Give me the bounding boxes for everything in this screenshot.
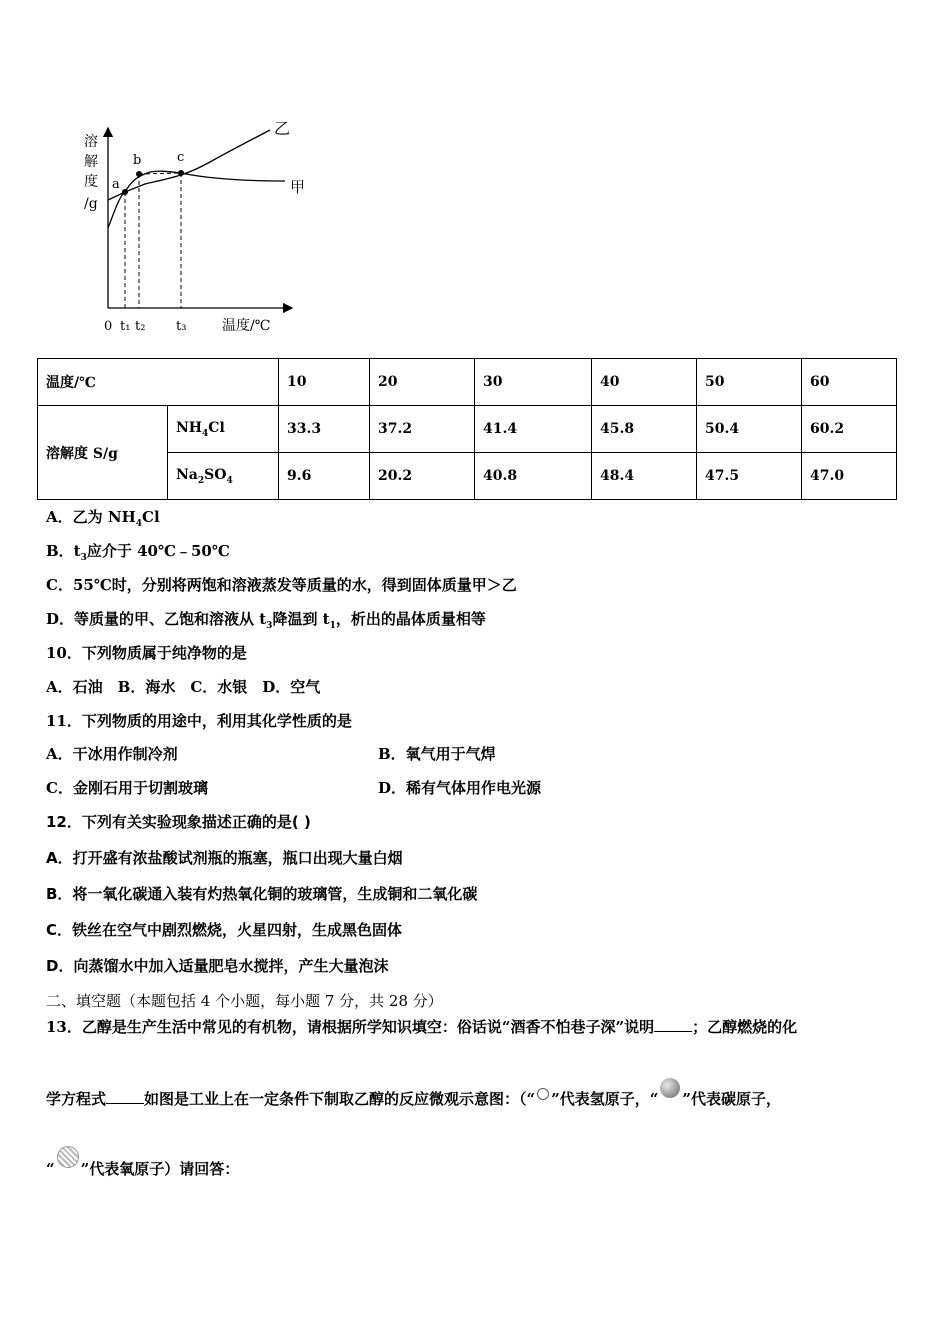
x-tick-t1: t₁ <box>120 319 131 334</box>
temp-cell: 50 <box>697 359 802 406</box>
value-cell: 48.4 <box>592 453 697 500</box>
y-label-char-1: 溶 <box>84 134 98 150</box>
q12-stem: 12．下列有关实验现象描述正确的是( ) <box>46 813 311 831</box>
q11-option-a: A．干冰用作制冷剂 <box>46 745 178 763</box>
section-title-fill-in: 二、填空题（本题包括 4 个小题，每小题 7 分，共 28 分） <box>46 992 443 1010</box>
temp-cell: 20 <box>370 359 475 406</box>
q11-stem: 11．下列物质的用途中，利用其化学性质的是 <box>46 712 352 730</box>
origin-label: 0 <box>104 319 113 334</box>
point-label-c: c <box>177 150 185 165</box>
temp-cell: 30 <box>475 359 592 406</box>
q10-stem: 10．下列物质属于纯净物的是 <box>46 644 247 662</box>
oxygen-atom-icon <box>57 1146 79 1168</box>
substance-na2so4: $Na_2SO_4$ <box>168 453 279 500</box>
q13-line-2: 学方程式 如图是工业上在一定条件下制取乙醇的反应微观示意图：（“ ”代表氢原子，“ ”代表碳原子， <box>46 1078 781 1109</box>
series-label-jia: 甲 <box>290 178 306 196</box>
x-tick-t2: t₂ <box>135 319 146 334</box>
y-label-char-2: 解 <box>84 154 98 170</box>
point-a <box>122 189 128 195</box>
value-cell: 40.8 <box>475 453 592 500</box>
q9-option-c: C．55℃时，分别将两饱和溶液蒸发等质量的水，得到固体质量甲＞乙 <box>46 576 517 594</box>
point-c <box>178 170 184 176</box>
q12-option-c: C．铁丝在空气中剧烈燃烧，火星四射，生成黑色固体 <box>46 921 403 939</box>
answer-blank-1[interactable] <box>654 1019 692 1032</box>
q10-options: A．石油 B．海水 C．水银 D．空气 <box>46 678 321 696</box>
solubility-chart <box>70 110 330 340</box>
q13-line-3: “ ”代表氧原子）请回答： <box>46 1146 239 1179</box>
q9-option-a: A．乙为 $NH_4Cl$ <box>46 508 160 529</box>
series-label-yi: 乙 <box>274 119 291 138</box>
hydrogen-atom-icon <box>537 1088 549 1100</box>
answer-blank-2[interactable] <box>106 1091 144 1104</box>
value-cell: 41.4 <box>475 406 592 453</box>
value-cell: 60.2 <box>802 406 897 453</box>
y-label-char-4: /g <box>84 196 98 212</box>
point-b <box>136 171 142 177</box>
q9-option-b: B．$t_3$应介于 40℃﹣50℃ <box>46 542 230 563</box>
point-label-a: a <box>112 177 120 192</box>
table-header-label: 温度/℃ <box>38 359 279 406</box>
q12-option-b: B．将一氧化碳通入装有灼热氧化铜的玻璃管，生成铜和二氧化碳 <box>46 885 478 903</box>
q11-option-c: C．金刚石用于切割玻璃 <box>46 779 208 797</box>
temp-cell: 40 <box>592 359 697 406</box>
solubility-table <box>37 358 897 500</box>
x-axis-label: 温度/℃ <box>222 318 271 334</box>
q13-line-1: 13．乙醇是生产生活中常见的有机物，请根据所学知识填空：俗话说“酒香不怕巷子深”说明 ；乙醇燃烧的化 <box>46 1018 798 1036</box>
value-cell: 45.8 <box>592 406 697 453</box>
value-cell: 9.6 <box>279 453 370 500</box>
carbon-atom-icon <box>660 1078 680 1098</box>
substance-nh4cl: $NH_4Cl$ <box>168 406 279 453</box>
q12-option-d: D．向蒸馏水中加入适量肥皂水搅拌，产生大量泡沫 <box>46 957 389 975</box>
point-label-b: b <box>133 153 142 168</box>
temp-cell: 10 <box>279 359 370 406</box>
q9-option-d: D．等质量的甲、乙饱和溶液从 $t_3$降温到 $t_1$，析出的晶体质量相等 <box>46 610 486 631</box>
value-cell: 47.5 <box>697 453 802 500</box>
x-tick-t3: t₃ <box>176 319 187 334</box>
value-cell: 50.4 <box>697 406 802 453</box>
value-cell: 33.3 <box>279 406 370 453</box>
q11-option-d: D．稀有气体用作电光源 <box>378 779 542 797</box>
y-label-char-3: 度 <box>84 174 98 190</box>
solubility-group-label: 溶解度 S/g <box>38 406 168 500</box>
q11-option-b: B．氧气用于气焊 <box>378 745 496 763</box>
value-cell: 37.2 <box>370 406 475 453</box>
value-cell: 20.2 <box>370 453 475 500</box>
q12-option-a: A．打开盛有浓盐酸试剂瓶的瓶塞，瓶口出现大量白烟 <box>46 849 403 867</box>
curve-jia <box>108 171 285 228</box>
temp-cell: 60 <box>802 359 897 406</box>
value-cell: 47.0 <box>802 453 897 500</box>
